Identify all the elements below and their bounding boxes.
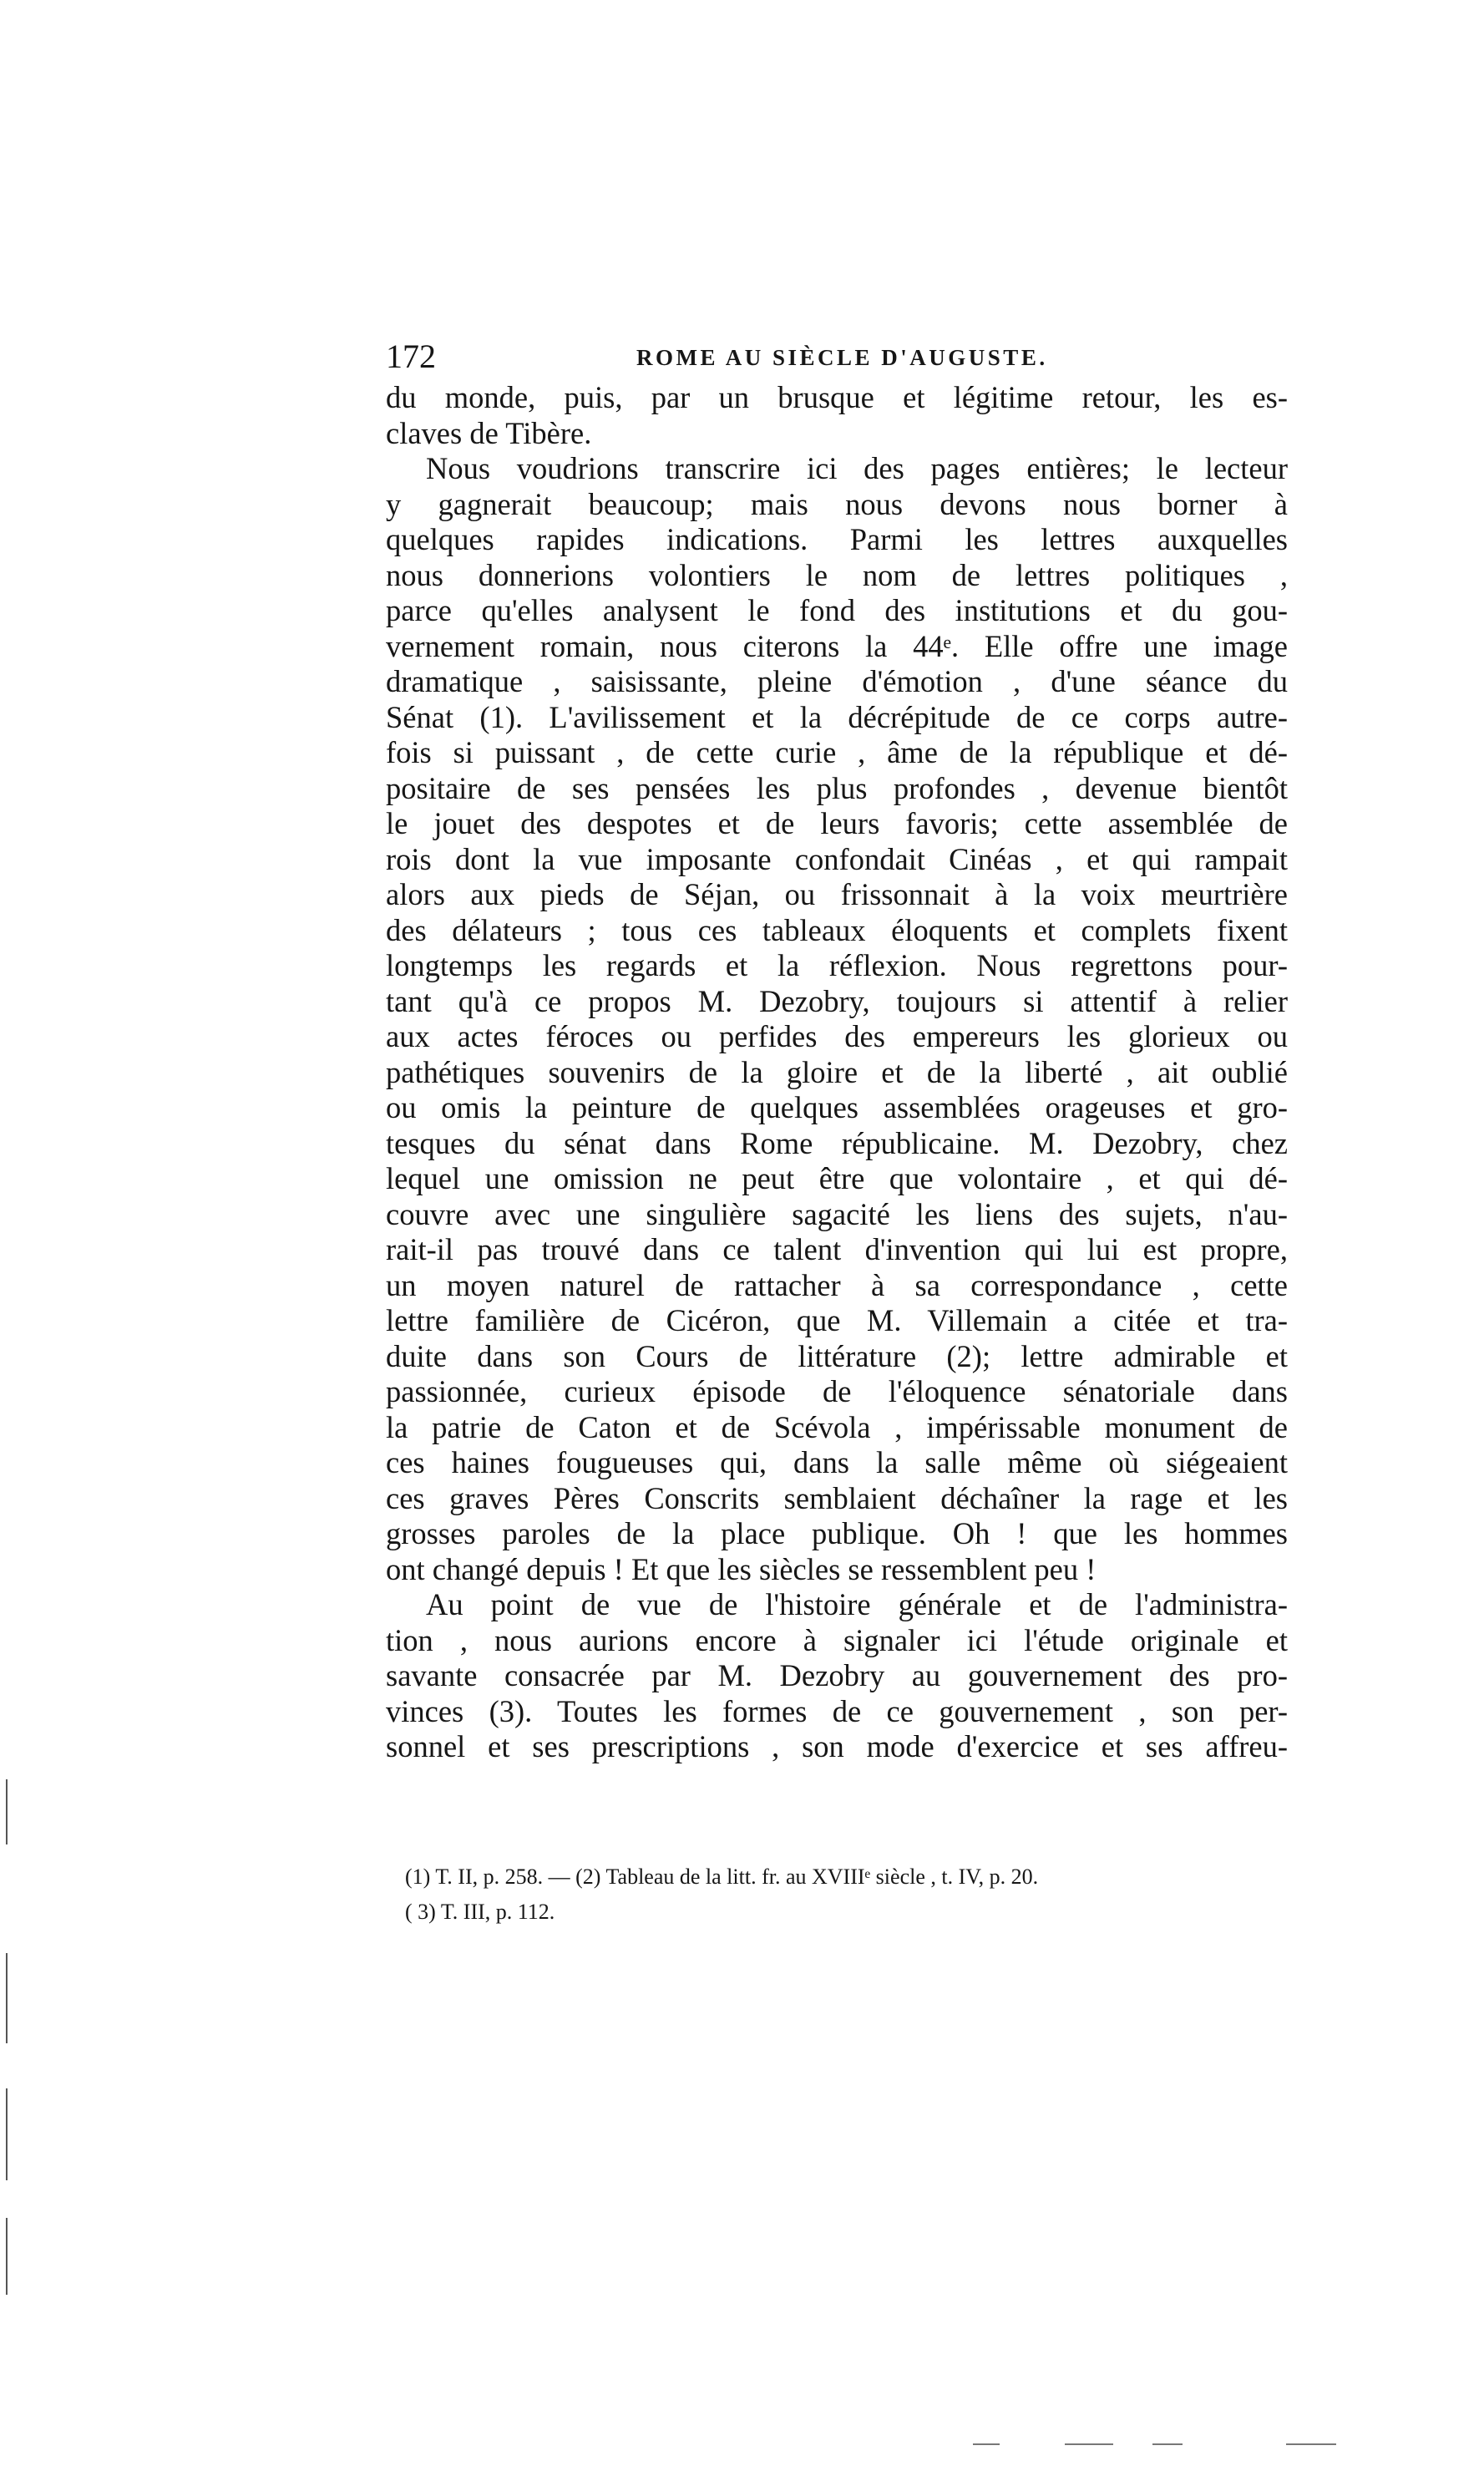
scan-bottom-mark	[1065, 2443, 1113, 2445]
text-line: des délateurs ; tous ces tableaux éloquents et complets fixent	[386, 912, 1288, 947]
page-header	[386, 336, 1365, 378]
text-line: la patrie de Caton et de Scévola , impérissable monument de	[386, 1409, 1288, 1444]
text-line: un moyen naturel de rattacher à sa correspondance , cette	[386, 1267, 1288, 1302]
scan-bottom-mark	[1152, 2443, 1183, 2445]
footnotes	[405, 1860, 1274, 1930]
text-line: pathétiques souvenirs de la gloire et de la liberté , ait oublié	[386, 1054, 1288, 1089]
scan-bottom-mark	[973, 2443, 1000, 2445]
footnote: (1) T. II, p. 258. — (2) Tableau de la litt. fr. au XVIIIᵉ siècle , t. IV, p. 20.	[405, 1865, 1039, 1889]
text-line: ces haines fougueuses qui, dans la salle même où siégeaient	[386, 1445, 1288, 1479]
text-line: lettre familière de Cicéron, que M. Villemain a citée et tra-	[386, 1303, 1288, 1337]
text-line: le jouet des despotes et de leurs favoris; cette assemblée de	[386, 806, 1288, 840]
text-line: vernement romain, nous citerons la 44ᵉ. Elle offre une image	[386, 628, 1288, 663]
text-line: lequel une omission ne peut être que volontaire , et qui dé-	[386, 1161, 1288, 1195]
running-head: ROME AU SIÈCLE D'AUGUSTE.	[636, 345, 1048, 370]
text-line: ont changé depuis ! Et que les siècles se ressemblent peu !	[386, 1551, 1097, 1586]
text-line: longtemps les regards et la réflexion. Nous regrettons pour-	[386, 948, 1288, 982]
text-line: tant qu'à ce propos M. Dezobry, toujours si attentif à relier	[386, 983, 1288, 1018]
text-line: claves de Tibère.	[386, 415, 592, 450]
text-line: tion , nous aurions encore à signaler ici l'étude originale et	[386, 1622, 1288, 1657]
text-line: alors aux pieds de Séjan, ou frissonnait à la voix meurtrière	[386, 877, 1288, 911]
text-line: Sénat (1). L'avilissement et la décrépitude de ce corps autre-	[386, 699, 1288, 734]
scan-margin-mark	[6, 2088, 8, 2180]
text-line: vinces (3). Toutes les formes de ce gouvernement , son per-	[386, 1693, 1288, 1728]
text-line: aux actes féroces ou perfides des empereurs les glorieux ou	[386, 1019, 1288, 1053]
text-line: tesques du sénat dans Rome républicaine. M. Dezobry, chez	[386, 1125, 1288, 1160]
text-line: dramatique , saisissante, pleine d'émotion , d'une séance du	[386, 664, 1288, 698]
text-line: sonnel et ses prescriptions , son mode d'exercice et ses affreu-	[386, 1729, 1288, 1763]
text-line: ces graves Pères Conscrits semblaient déchaîner la rage et les	[386, 1480, 1288, 1515]
scan-margin-mark	[6, 2218, 8, 2295]
text-line: quelques rapides indications. Parmi les lettres auxquelles	[386, 522, 1288, 556]
text-line: savante consacrée par M. Dezobry au gouvernement des pro-	[386, 1658, 1288, 1692]
text-line: Nous voudrions transcrire ici des pages entières; le lecteur	[426, 451, 1288, 485]
scan-margin-marks	[0, 0, 17, 2471]
text-line: ou omis la peinture de quelques assemblées orageuses et gro-	[386, 1090, 1288, 1124]
text-line: positaire de ses pensées les plus profondes , devenue bientôt	[386, 770, 1288, 805]
text-line: passionnée, curieux épisode de l'éloquence sénatoriale dans	[386, 1374, 1288, 1408]
scan-margin-mark	[6, 1953, 8, 2043]
body-text	[386, 380, 1288, 1765]
text-line: rait-il pas trouvé dans ce talent d'invention qui lui est propre,	[386, 1232, 1288, 1266]
text-line: nous donnerions volontiers le nom de lettres politiques ,	[386, 557, 1288, 592]
text-line: duite dans son Cours de littérature (2); lettre admirable et	[386, 1338, 1288, 1373]
text-line: parce qu'elles analysent le fond des institutions et du gou-	[386, 593, 1288, 627]
text-line: du monde, puis, par un brusque et légitime retour, les es-	[386, 380, 1288, 414]
text-line: Au point de vue de l'histoire générale et de l'administra-	[426, 1587, 1288, 1621]
footnote: ( 3) T. III, p. 112.	[405, 1900, 555, 1924]
text-line: rois dont la vue imposante confondait Cinéas , et qui rampait	[386, 841, 1288, 876]
text-line: couvre avec une singulière sagacité les liens des sujets, n'au-	[386, 1196, 1288, 1231]
page-number: 172	[386, 337, 436, 375]
text-line: fois si puissant , de cette curie , âme de la république et dé-	[386, 735, 1288, 769]
scan-bottom-mark	[1286, 2443, 1336, 2445]
text-line: grosses paroles de la place publique. Oh ! que les hommes	[386, 1516, 1288, 1550]
text-line: y gagnerait beaucoup; mais nous devons nous borner à	[386, 486, 1288, 521]
scan-margin-mark	[6, 1779, 8, 1844]
